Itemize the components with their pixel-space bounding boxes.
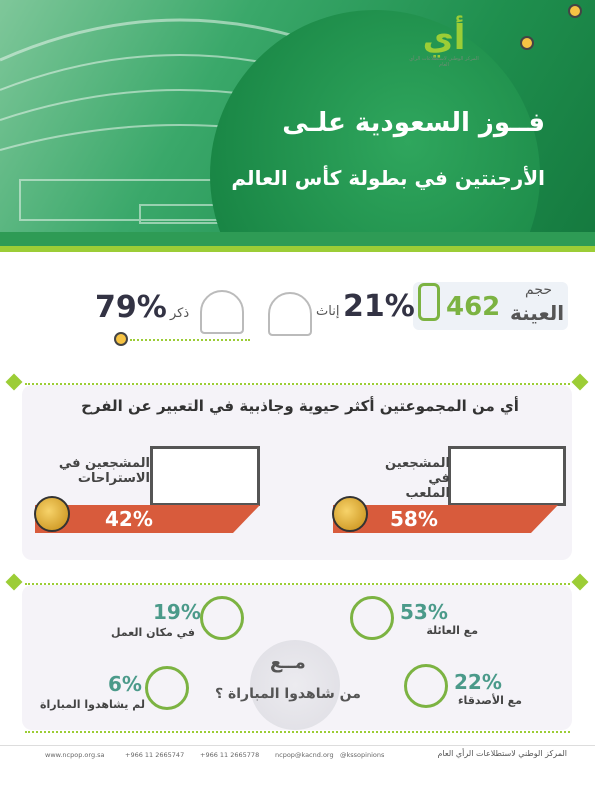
footer-email[interactable]: ncpop@kacnd.org: [275, 751, 334, 759]
header-banner: [0, 0, 595, 232]
phone-icon: [418, 283, 440, 321]
sample-size-value: 462: [446, 292, 501, 322]
not-watched-label: لم يشاهدوا المباراة: [40, 698, 145, 711]
logo-subtitle: المركز الوطني لاستطلاعات الرأي العام: [409, 56, 479, 68]
header-accent-band: [0, 246, 595, 252]
celebration-title: أي من المجموعتين أكثر حيوية وجاذبية في التعبير عن الفرح: [81, 397, 519, 415]
friends-label: مع الأصدقاء: [457, 694, 522, 707]
football-icon: [34, 496, 70, 532]
footer-phone-2: +966 11 2665747: [125, 751, 185, 759]
diamond-icon: [6, 374, 23, 391]
work-percentage: 19%: [153, 600, 201, 624]
male-percentage: 79%: [95, 290, 167, 325]
football-icon: [332, 496, 368, 532]
diamond-icon: [572, 374, 589, 391]
house-icon: [350, 596, 394, 640]
sample-label-small: حجم: [525, 282, 553, 298]
lounge-percentage: 42%: [105, 507, 153, 531]
male-avatar-icon: [200, 290, 244, 334]
briefcase-icon: [200, 596, 244, 640]
friends-percentage: 22%: [454, 670, 502, 694]
work-label: في مكان العمل: [110, 626, 195, 639]
stadium-illustration-card: [448, 446, 566, 506]
header-band: [0, 232, 595, 246]
footer-org-name: المركز الوطني لاستطلاعات الرأي العام: [437, 749, 567, 758]
female-percentage: 21%: [343, 289, 415, 324]
football-icon: [520, 36, 534, 50]
with-heading: مــع: [270, 652, 306, 673]
football-icon: [568, 4, 582, 18]
stadium-percentage: 58%: [390, 507, 438, 531]
diamond-icon: [572, 574, 589, 591]
female-label: إناث: [316, 304, 340, 319]
diamond-icon: [6, 574, 23, 591]
title-line-2: الأرجنتين في بطولة كأس العالم: [231, 166, 545, 190]
divider: [25, 731, 570, 733]
stadium-fans-label: المشجعين في الملعب: [385, 456, 450, 501]
footer-phone-1: +966 11 2665778: [200, 751, 260, 759]
male-label: ذكر: [170, 306, 190, 321]
logo: [405, 20, 483, 80]
footer-twitter[interactable]: @kssopinions: [340, 751, 385, 759]
title-line-1: فــوز السعودية علـى: [282, 108, 545, 138]
logo-mark: أي: [422, 18, 466, 58]
family-label: مع العائلة: [426, 624, 478, 637]
family-percentage: 53%: [400, 600, 448, 624]
eye-slash-icon: [145, 666, 189, 710]
lounge-fans-label: المشجعين في الاستراحات: [58, 456, 150, 486]
friends-icon: [404, 664, 448, 708]
not-watched-percentage: 6%: [108, 672, 142, 696]
football-icon: [114, 332, 128, 346]
sample-label-big: العينة: [510, 301, 565, 325]
female-avatar-icon: [268, 292, 312, 336]
divider: [130, 339, 250, 341]
footer-website[interactable]: www.ncpop.org.sa: [45, 751, 105, 759]
watched-question: من شاهدوا المباراة ؟: [215, 686, 361, 702]
lounge-illustration-card: [150, 446, 260, 506]
